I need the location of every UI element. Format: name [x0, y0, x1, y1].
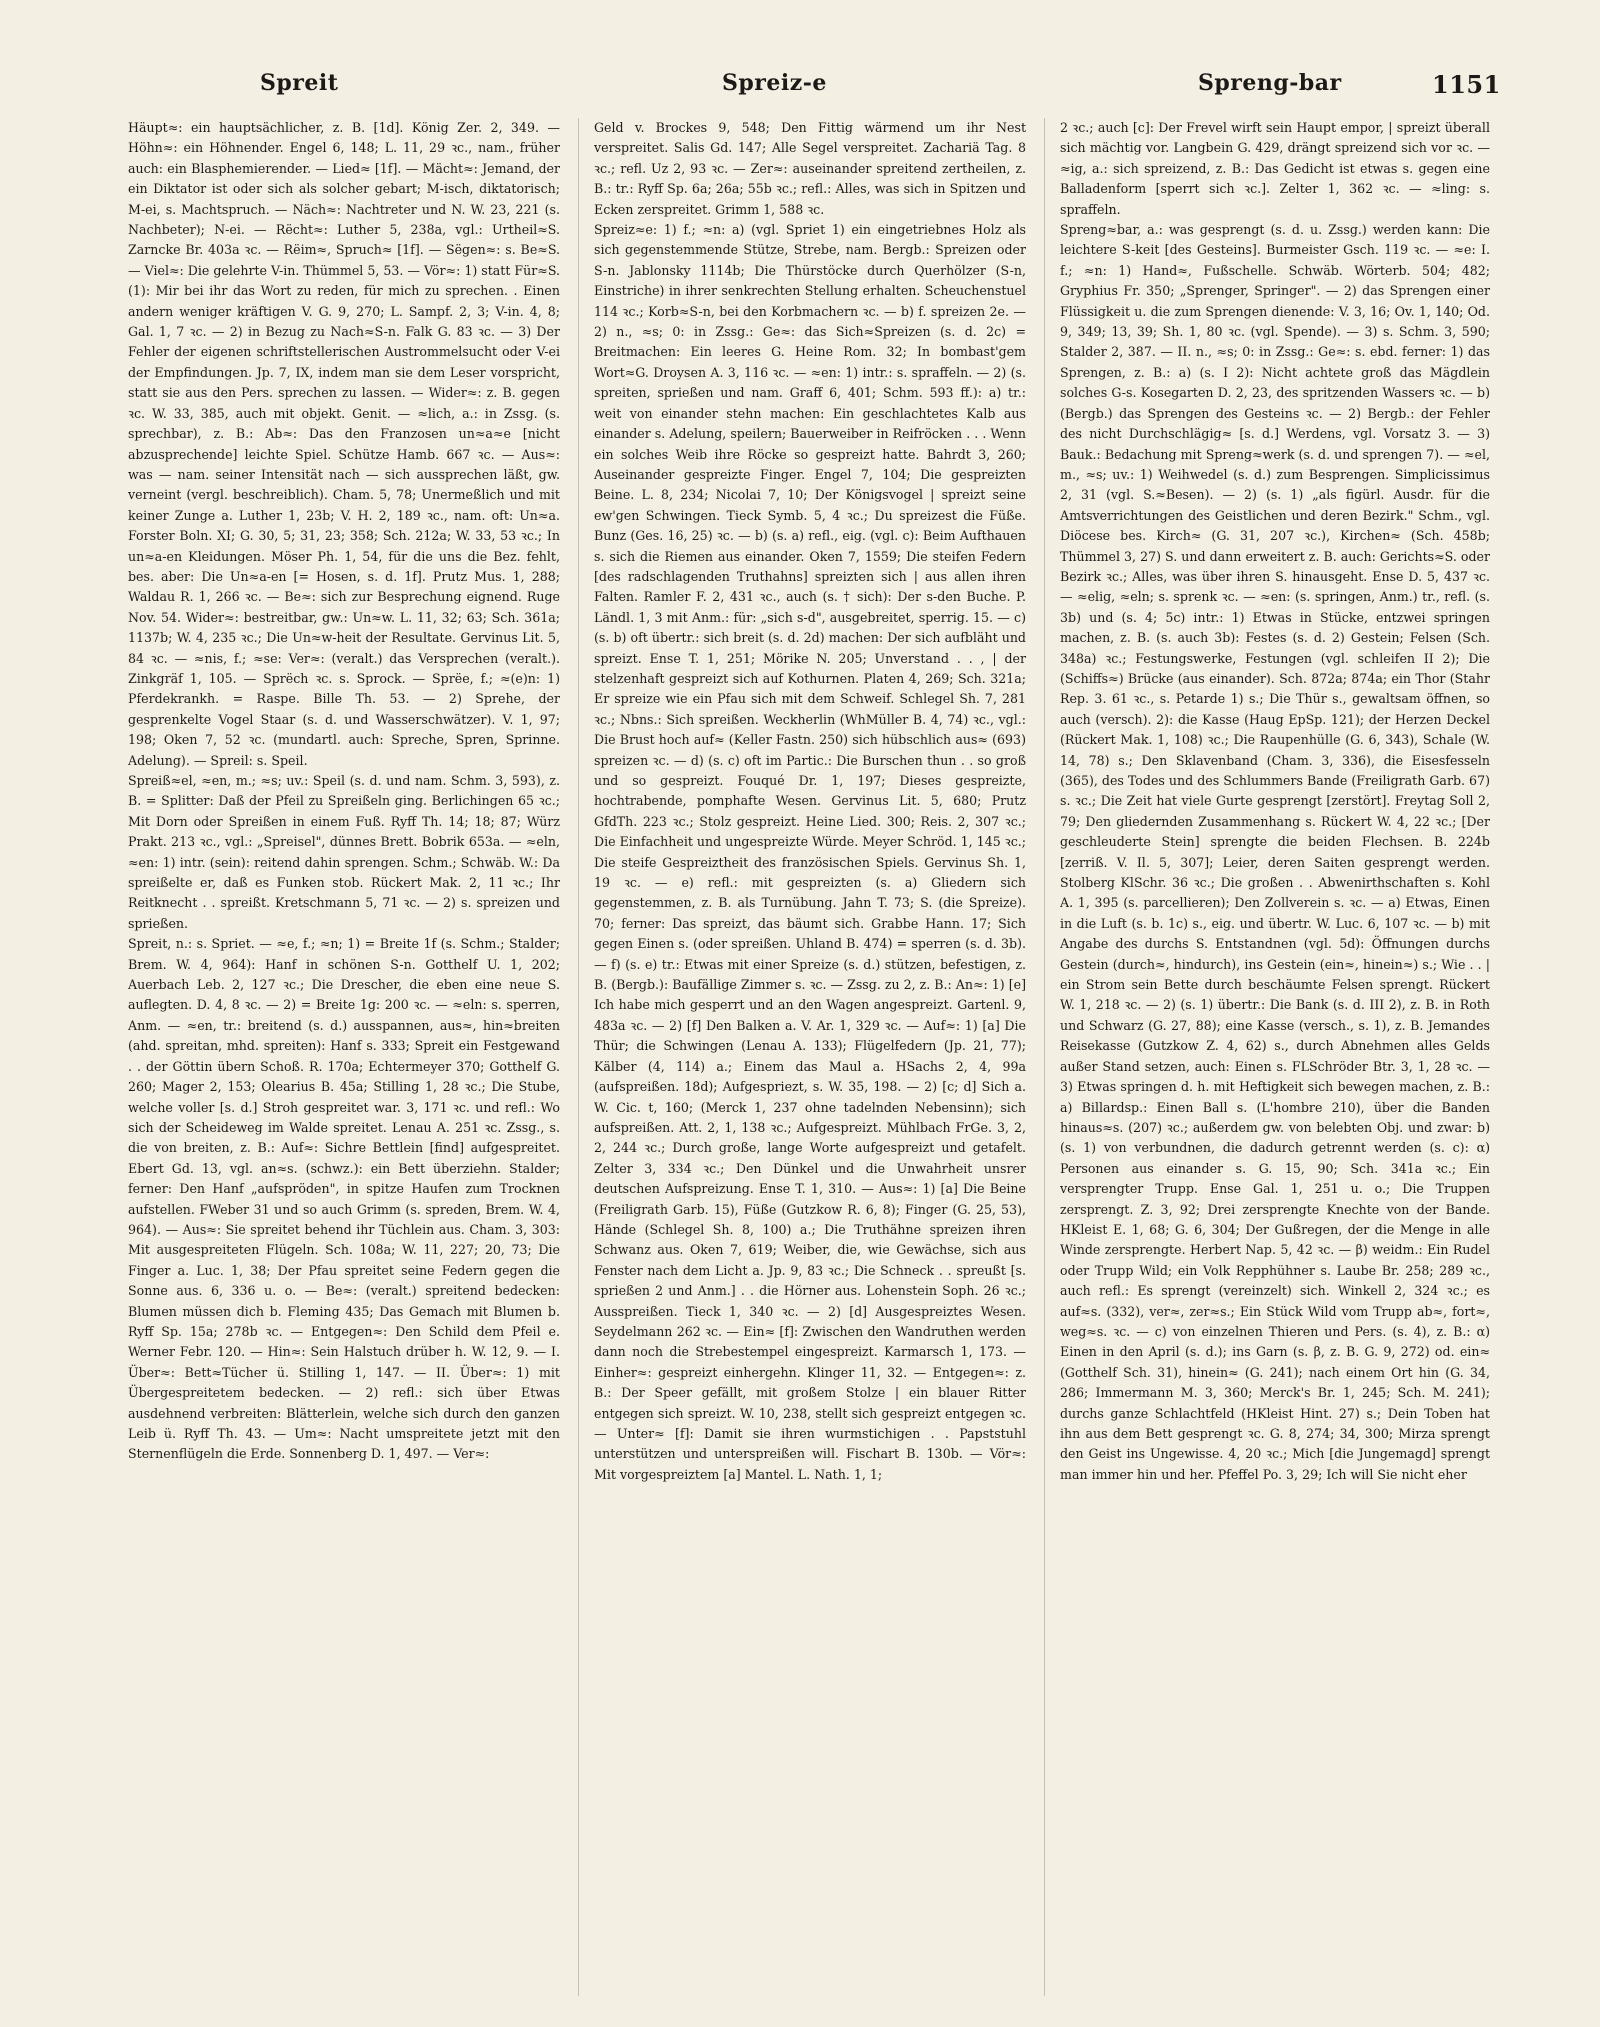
entry-paragraph: 2 ꝛc.; auch [c]: Der Frevel wirft sein Haupt empor, | spreizt überall sich mächtig vor. Langbein G. 429, drängt spreizend sich vor ꝛc. — ≈ig, a.: sich spreizend, z. B.: Das Gedicht ist etwas s. gegen eine Balladenform [sperrt sich ꝛc.]. Zelter 1, 362 ꝛc. — ≈ling: s. spraffeln.: [1060, 120, 1490, 217]
header-left-keyword: Spreit: [260, 70, 339, 96]
entry-paragraph: Spreng≈bar, a.: was gesprengt (s. d. u. Zssg.) werden kann: Die leichtere S-keit [des Gesteins]. Burmeister Gsch. 119 ꝛc. — ≈e: I. f.; ≈n: 1) Hand≈, Fußschelle. Schwäb. Wörterb. 504; 482; Gryphius Fr. 350; „Sprenger, Springer". — 2) das Sprengen einer Flüssigkeit u. die zum Sprengen dienende: V. 3, 16; Ov. 1, 140; Od. 9, 349; 13, 39; Sh. 1, 80 ꝛc. (vgl. Spende). — 3) s. Schm. 3, 590; Stalder 2, 387. — II. n., ≈s; 0: in Zssg.: Ge≈: s. ebd. ferner: 1) das Sprengen, z. B.: a) (s. I 2): Nicht achtete groß das Mägdlein solches G-s. Kosegarten D. 2, 23, des spritzenden Wassers ꝛc. — b) (Bergb.) das Sprengen des Gesteins ꝛc. — 2) Bergb.: der Fehler des nicht Durchschlägig≈ [s. d.] Werdens, vgl. Vorsatz 3. — 3) Bauk.: Bedachung mit Spreng≈werk (s. d. und sprengen 7). — ≈el, m., ≈s; uv.: 1) Weihwedel (s. d.) zum Besprengen. Simplicissimus 2, 31 (vgl. S.≈Besen). — 2) (s. 1) „als figürl. Ausdr. für die Amtsverrichtungen des Geistlichen und deren Bezirk." Schm., vgl. Diöcese bes. Kirch≈ (G. 31, 207 ꝛc.), Kirchen≈ (Sch. 458b; Thümmel 3, 27) S. und dann erweitert z. B. auch: Gerichts≈S. oder Bezirk ꝛc.; Alles, was über ihren S. hinausgeht. Ense D. 5, 437 ꝛc. — ≈elig, ≈eln; s. sprenk ꝛc. — ≈en: (s. springen, Anm.) tr., refl. (s. 3b) und (s. 4; 5c) intr.: 1) Etwas in Stücke, entzwei springen machen, z. B. (s. auch 3b): Festes (s. d. 2) Gestein; Felsen (Sch. 348a) ꝛc.; Festungswerke, Festungen (vgl. schleifen II 2); Die (Schiffs≈) Brücke (aus einander). Sch. 872a; 874a; ein Thor (Stahr Rep. 3. 61 ꝛc., s. Petarde 1) s.; Die Thür s., gewaltsam öffnen, so auch (versch). 2): die Kasse (Haug EpSp. 121); der Herzen Deckel (Rückert Mak. 1, 108) ꝛc.; Die Raupenhülle (G. 6, 343), Schale (W. 14, 78) s.; Den Sklavenband (Cham. 3, 336), die Eisesfesseln (365), des Todes und des Schlummers Bande (Freiligrath Garb. 67) s. ꝛc.; Die Zeit hat viele Gurte gesprengt [zerstört]. Freytag Soll 2, 79; Den gliedernden Zusammenhang s. Rückert W. 4, 22 ꝛc.; [Der geschleuderte Stein] sprengte die beiden Flechsen. B. 224b [zerriß. V. Il. 5, 307]; Leier, deren Saiten gesprengt werden. Stolberg KlSchr. 36 ꝛc.; Die großen . . Abwenirthschaften s. Kohl A. 1, 395 (s. parcellieren); Den Zollverein s. ꝛc. — a) Etwas, Einen in die Luft (s. b. 1c) s., eig. und übertr. W. Luc. 6, 107 ꝛc. — b) mit Angabe des durchs S. Entstandnen (vgl. 5d): Öffnungen durchs Gestein (durch≈, hindurch), ins Gestein (ein≈, hinein≈) s.; Wie . . | ein Strom sein Bette durch beschäumte Felsen sprengt. Rückert W. 1, 218 ꝛc. — 2) (s. 1) übertr.: Die Bank (s. d. III 2), z. B. in Roth und Schwarz (G. 27, 88); eine Kasse (versch., s. 1), z. B. Jemandes Reisekasse (Gutzkow Z. 4, 62) s., durch Abnehmen alles Gelds außer Stand setzen, auch: Einen s. FLSchröder Btr. 3, 1, 28 ꝛc. — 3) Etwas springen d. h. mit Heftigkeit sich bewegen machen, z. B.: a) Billardsp.: Einen Ball s. (L'hombre 210), über die Banden hinaus≈s. (207) ꝛc.; außerdem gw. von belebten Obj. und zwar: b) (s. 1) von verbundnen, die dadurch getrennt werden (s. c): α) Personen aus einander s. G. 15, 90; Sch. 341a ꝛc.; Ein versprengter Trupp. Ense Gal. 1, 251 u. o.; Die Truppen zersprengt. Z. 3, 92; Drei zersprengte Knechte von der Bande. HKleist E. 1, 68; G. 6, 304; Der Gußregen, der die Menge in alle Winde zersprengte. Herbert Nap. 5, 42 ꝛc. — β) weidm.: Ein Rudel oder Trupp Wild; ein Volk Repphühner s. Laube Br. 258; 289 ꝛc., auch refl.: Es sprengt (vereinzelt) sich. Winkell 2, 324 ꝛc.; es auf≈s. (332), ver≈, zer≈s.; Ein Stück Wild vom Trupp ab≈, fort≈, weg≈s. ꝛc. — c) von einzelnen Thieren und Pers. (s. 4), z. B.: α) Einen in den April (s. d.); ins Garn (s. β, z. B. G. 9, 272) od. ein≈ (Gotthelf Sch. 31), hinein≈ (G. 241); nach einem Ort hin (G. 34, 286; Immermann M. 3, 360; Merck's Br. 1, 245; Sch. M. 241); durchs ganze Schlachtfeld (HKleist Hint. 27) s.; Dein Toben hat ihn aus dem Bett gesprengt ꝛc. G. 8, 274; 34, 300; Mirza sprengt den Geist ins Ungewisse. 4, 20 ꝛc.; Mich [die Jungemagd] sprengt man immer hin und her. Pfeffel Po. 3, 29; Ich will Sie nicht eher: [1060, 222, 1490, 1482]
header-middle-keyword: Spreiz-e: [722, 70, 827, 96]
text-columns: [128, 118, 1490, 1998]
column-right: [1060, 118, 1490, 1998]
entry-paragraph: Geld v. Brockes 9, 548; Den Fittig wärmend um ihr Nest verspreitet. Salis Gd. 147; Alle Segel verspreitet. Zachariä Tag. 8 ꝛc.; refl. Uz 2, 93 ꝛc. — Zer≈: auseinander spreitend zertheilen, z. B.: tr.: Ryff Sp. 6a; 26a; 55b ꝛc.; refl.: Alles, was sich in Spitzen und Ecken zerspreitet. Grimm 1, 588 ꝛc.: [594, 120, 1026, 217]
entry-paragraph: Spreiz≈e: 1) f.; ≈n: a) (vgl. Spriet 1) ein eingetriebnes Holz als sich gegenstemmende Stütze, Strebe, nam. Bergb.: Spreizen oder S-n. Jablonsky 1114b; Die Thürstöcke durch Querhölzer (S-n, Einstriche) in ihrer senkrechten Stellung erhalten. Scheuchenstuel 114 ꝛc.; Korb≈S-n, bei den Korbmachern ꝛc. — b) f. spreizen 2e. — 2) n., ≈s; 0: in Zssg.: Ge≈: das Sich≈Spreizen (s. d. 2c) = Breitmachen: Ein leeres G. Heine Rom. 32; In bombast'gem Wort≈G. Droysen A. 3, 116 ꝛc. — ≈en: 1) intr.: s. spraffeln. — 2) (s. spreiten, sprießen und nam. Graff 6, 401; Schm. 593 ff.): a) tr.: weit von einander stehn machen: Ein geschlachtetes Kalb aus einander s. Adelung, speilern; Bauerweiber in Reifröcken . . . Wenn ein solches Weib ihre Röcke so gespreizt hatte. Bahrdt 3, 260; Auseinander gespreizte Finger. Engel 7, 104; Die gespreizten Beine. L. 8, 234; Nicolai 7, 10; Der Königsvogel | spreizt seine ew'gen Schwingen. Tieck Symb. 5, 4 ꝛc.; Du spreizest die Füße. Bunz (Ges. 16, 25) ꝛc. — b) (s. a) refl., eig. (vgl. c): Beim Aufthauen s. sich die Riemen aus einander. Oken 7, 1559; Die steifen Federn [des radschlagenden Truthahns] spreizten sich | aus allen ihren Falten. Ramler F. 2, 431 ꝛc., auch (s. † sich): Der s-den Buche. P. Ländl. 1, 3 mit Anm.: für: „sich s-d", ausgebreitet, sperrig. 15. — c) (s. b) oft übertr.: sich breit (s. d. 2d) machen: Der sich aufbläht und spreizt. Ense T. 1, 251; Mörike N. 205; Unverstand . . , | der stelzenhaft gespreizt sich auf Kothurnen. Platen 4, 269; Sch. 321a; Er spreize wie ein Pfau sich mit dem Schweif. Schlegel Sh. 7, 281 ꝛc.; Nbns.: Sich spreißen. Weckherlin (WhMüller B. 4, 74) ꝛc., vgl.: Die Brust hoch auf≈ (Keller Fastn. 250) sich hübschlich aus≈ (693) spreizen ꝛc. — d) (s. c) oft im Partic.: Die Burschen thun . . so groß und so gespreizt. Fouqué Dr. 1, 197; Dieses gespreizte, hochtrabende, pomphafte Wesen. Gervinus Lit. 5, 680; Prutz GfdTh. 223 ꝛc.; Stolz gespreizt. Heine Lied. 300; Reis. 2, 307 ꝛc.; Die Einfachheit und ungespreizte Würde. Meyer Schröd. 1, 145 ꝛc.; Die steife Gespreiztheit des französischen Spiels. Gervinus Sh. 1, 19 ꝛc. — e) refl.: mit gespreizten (s. a) Gliedern sich gegenstemmen, z. B. als Turnübung. Jahn T. 73; S. (die Spreize). 70; ferner: Das spreizt, das bäumt sich. Grabbe Hann. 17; Sich gegen Einen s. (oder spreißen. Uhland B. 474) = sperren (s. d. 3b). — f) (s. e) tr.: Etwas mit einer Spreize (s. d.) stützen, befestigen, z. B. (Bergb.): Baufällige Zimmer s. ꝛc. — Zssg. zu 2, z. B.: An≈: 1) [e] Ich habe mich gesperrt und an den Wagen angespreizt. Gartenl. 9, 483a ꝛc. — 2) [f] Den Balken a. V. Ar. 1, 329 ꝛc. — Auf≈: 1) [a] Die Thür; die Schwingen (Lenau A. 133); Flügelfedern (Jp. 21, 77); Kälber (4, 114) a.; Einem das Maul a. HSachs 2, 4, 99a (aufspreißen. 18d); Aufgespriezt, s. W. 35, 198. — 2) [c; d] Sich a. W. Cic. t, 160; (Merck 1, 237 ohne tadelnden Nebensinn); sich aufspreißen. Att. 2, 1, 138 ꝛc.; Aufgespreizt. Mühlbach FrGe. 3, 2, 2, 244 ꝛc.; Durch große, lange Worte aufgespreizt und getafelt. Zelter 3, 334 ꝛc.; Den Dünkel und die Unwahrheit unsrer deutschen Aufspreizung. Ense T. 1, 310. — Aus≈: 1) [a] Die Beine (Freiligrath Garb. 15), Füße (Gutzkow R. 6, 8); Finger (G. 25, 53), Hände (Schlegel Sh. 8, 100) a.; Die Truthähne spreizen ihren Schwanz aus. Oken 7, 619; Weiber, die, wie Gewächse, sich aus Fenster nach dem Licht a. Jp. 9, 83 ꝛc.; Die Schneck . . spreußt [s. sprießen 2 und Anm.] . . die Hörner aus. Lohenstein Soph. 26 ꝛc.; Ausspreißen. Tieck 1, 340 ꝛc. — 2) [d] Ausgespreiztes Wesen. Seydelmann 262 ꝛc. — Ein≈ [f]: Zwischen den Wandruthen werden dann noch die Strebestempel eingespreizt. Karmarsch 1, 173. — Einher≈: gespreizt einhergehn. Klinger 11, 32. — Entgegen≈: z. B.: Der Speer gefällt, mit großem Stolze | ein blauer Ritter entgegen sich spreizt. W. 10, 238, stellt sich gespreizt entgegen ꝛc. — Unter≈ [f]: Damit sie ihren wurmstichigen . . Papststuhl unterstützen und unterspreißen will. Fischart B. 130b. — Vör≈: Mit vorgespreiztem [a] Mantel. L. Nath. 1, 1;: [594, 222, 1026, 1482]
entry-paragraph: Spreiß≈el, ≈en, m.; ≈s; uv.: Speil (s. d. und nam. Schm. 3, 593), z. B. = Splitter: Daß der Pfeil zu Spreißeln ging. Berlichingen 65 ꝛc.; Mit Dorn oder Spreißen in einem Fuß. Ryff Th. 14; 18; 87; Würz Prakt. 213 ꝛc., vgl.: „Spreisel", dünnes Brett. Bobrik 653a. — ≈eln, ≈en: 1) intr. (sein): reitend dahin sprengen. Schm.; Schwäb. W.: Da spreißelte er, daß es Funken stob. Rückert Mak. 2, 11 ꝛc.; Ihr Reitknecht . . spreißt. Kretschmann 5, 71 ꝛc. — 2) s. spreizen und sprießen.: [128, 773, 560, 931]
header-right-keyword: Spreng-bar: [1198, 70, 1342, 96]
column-left: [128, 118, 560, 1998]
page-number: 1151: [1432, 70, 1501, 99]
entry-paragraph: Häupt≈: ein hauptsächlicher, z. B. [1d]. König Zer. 2, 349. — Höhn≈: ein Höhnender. Engel 6, 148; L. 11, 29 ꝛc., nam., früher auch: ein Blasphemierender. — Lied≈ [1f]. — Mächt≈: Jemand, der ein Diktator ist oder sich als solcher gebart; M-isch, diktatorisch; M-ei, s. Machtspruch. — Näch≈: Nachtreter und N. W. 23, 221 (s. Nachbeter); N-ei. — Rëcht≈: Luther 5, 238a, vgl.: Urtheil≈S. Zarncke Br. 403a ꝛc. — Rëim≈, Spruch≈ [1f]. — Sëgen≈: s. Be≈S. — Viel≈: Die gelehrte V-in. Thümmel 5, 53. — Vör≈: 1) statt Für≈S. (1): Mir bei ihr das Wort zu reden, für mich zu sprechen. . Einen andern weniger kräftigen V. G. 9, 270; L. Sampf. 2, 3; V-in. 4, 8; Gal. 1, 7 ꝛc. — 2) in Bezug zu Nach≈S-n. Falk G. 83 ꝛc. — 3) Der Fehler der eigenen schriftstellerischen Austrommelsucht oder V-ei der Empfindungen. Jp. 7, IX, indem man sie dem Leser vorspricht, statt sie aus den Pers. sprechen zu lassen. — Wider≈: z. B. gegen ꝛc. W. 33, 385, auch mit objekt. Genit. — ≈lich, a.: in Zssg. (s. sprechbar), z. B.: Ab≈: Das den Franzosen un≈a≈e [nicht abzusprechende] leichte Spiel. Schütze Hamb. 667 ꝛc. — Aus≈: was — nam. seiner Intensität nach — sich aussprechen läßt, gw. verneint (vergl. beschreiblich). Cham. 5, 78; Unermeßlich und mit keiner Zunge a. Luther 1, 23b; V. H. 2, 189 ꝛc., nam. oft: Un≈a. Forster Boln. XI; G. 30, 5; 31, 23; 358; Sch. 212a; W. 33, 53 ꝛc.; In un≈a-en Kleidungen. Möser Ph. 1, 54, für die uns die Bez. fehlt, bes. aber: Die Un≈a-en [= Hosen, s. d. 1f]. Prutz Mus. 1, 288; Waldau R. 1, 266 ꝛc. — Be≈: sich zur Besprechung eignend. Ruge Nov. 54. Wider≈: bestreitbar, gw.: Un≈w. L. 11, 32; 63; Sch. 361a; 1137b; W. 4, 235 ꝛc.; Die Un≈w-heit der Resultate. Gervinus Lit. 5, 84 ꝛc. — ≈nis, f.; ≈se: Ver≈: (veralt.) das Versprechen (veralt.). Zinkgräf 1, 105. — Sprëch ꝛc. s. Sprock. — Sprëe, f.; ≈(e)n: 1) Pferdekrankh. = Raspe. Bille Th. 53. — 2) Sprehe, der gesprenkelte Vogel Staar (s. d. und Wasserschwätzer). V. 1, 97; 198; Oken 7, 52 ꝛc. (mundartl. auch: Spreche, Spren, Sprinne. Adelung). — Spreil: s. Speil.: [128, 120, 560, 768]
page-header: [0, 70, 1600, 114]
column-middle: [594, 118, 1026, 1998]
entry-paragraph: Spreit, n.: s. Spriet. — ≈e, f.; ≈n; 1) = Breite 1f (s. Schm.; Stalder; Brem. W. 4, 964): Hanf in schönen S-n. Gotthelf U. 1, 202; Auerbach Leb. 2, 127 ꝛc.; Die Drescher, die eben eine neue S. auflegten. D. 4, 8 ꝛc. — 2) = Breite 1g: 200 ꝛc. — ≈eln: s. sperren, Anm. — ≈en, tr.: breitend (s. d.) ausspannen, aus≈, hin≈breiten (ahd. spreitan, mhd. spreiten): Hanf s. 333; Spreit ein Festgewand . . der Göttin übern Schoß. R. 170a; Echtermeyer 370; Gotthelf G. 260; Mager 2, 153; Olearius B. 45a; Stilling 1, 28 ꝛc.; Die Stube, welche voller [s. d.] Stroh gespreitet war. 3, 171 ꝛc. und refl.: Wo sich der Scheideweg im Walde spreitet. Lenau A. 251 ꝛc. Zssg., s. die von breiten, z. B.: Auf≈: Sichre Bettlein [find] aufgespreitet. Ebert Gd. 13, vgl. an≈s. (schwz.): ein Bett überziehn. Stalder; ferner: Den Hanf „aufspröden", in spitze Haufen zum Trocknen aufstellen. FWeber 31 und so auch Grimm (s. spreden, Brem. W. 4, 964). — Aus≈: Sie spreitet behend ihr Tüchlein aus. Cham. 3, 303: Mit ausgespreiteten Flügeln. Sch. 108a; W. 11, 227; 20, 73; Die Finger a. Luc. 1, 38; Der Pfau spreitet seine Federn gegen die Sonne aus. 6, 336 u. o. — Be≈: (veralt.) spreitend bedecken: Blumen müssen dich b. Fleming 435; Das Gemach mit Blumen b. Ryff Sp. 15a; 278b ꝛc. — Entgegen≈: Den Schild dem Pfeil e. Werner Febr. 120. — Hin≈: Sein Halstuch drüber h. W. 12, 9. — I. Über≈: Bett≈Tücher ü. Stilling 1, 147. — II. Über≈: 1) mit Übergespreitetem bedecken. — 2) refl.: sich über Etwas ausdehnend verbreiten: Blätterlein, welche sich durch den ganzen Leib ü. Ryff Th. 43. — Um≈: Nacht umspreitete jetzt mit den Sternenflügeln die Erde. Sonnenberg D. 1, 497. — Ver≈:: [128, 936, 560, 1462]
